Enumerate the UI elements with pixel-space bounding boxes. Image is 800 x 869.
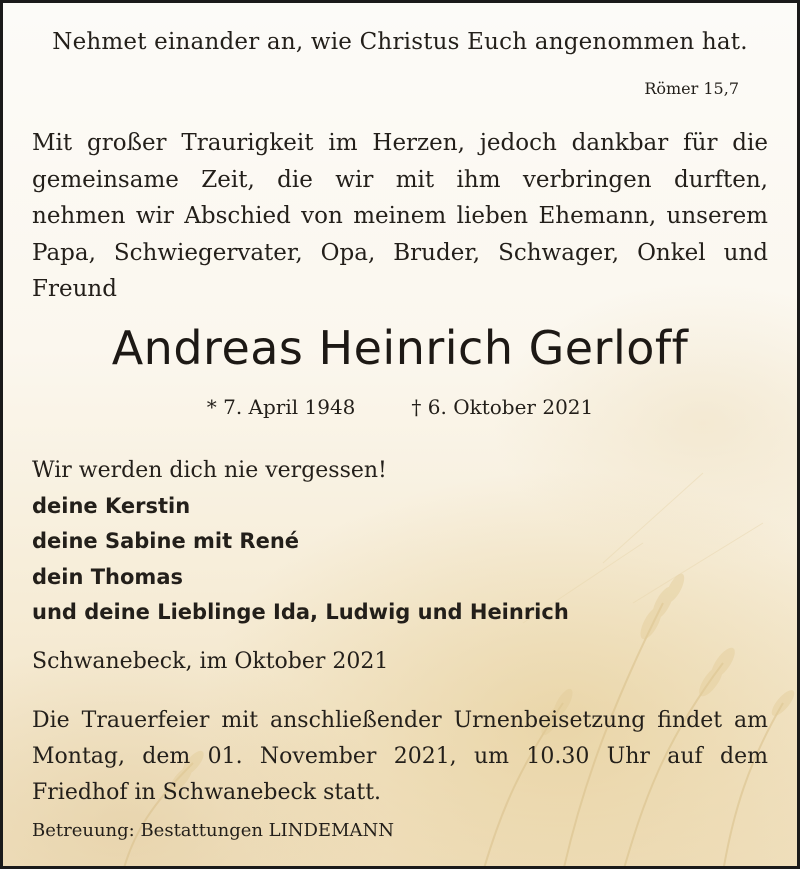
mourner-name: und deine Lieblinge Ida, Ludwig und Heinrich xyxy=(32,600,569,624)
funeral-home-credit: Betreuung: Bestattungen LINDEMANN xyxy=(32,820,394,841)
place-and-date: Schwanebeck, im Oktober 2021 xyxy=(32,649,389,674)
intro-text: Mit großer Traurigkeit im Herzen, jedoch dankbar für die gemeinsame Zeit, die wir mit ihm verbringen durften, nehmen wir Abschied von meinem lieben Ehemann, unserem Papa, Schwiegervater, Opa, Bruder, Schwager, Onkel und Freund xyxy=(32,130,768,302)
deceased-name: Andreas Heinrich Gerloff xyxy=(111,321,689,375)
birth-date: * 7. April 1948 xyxy=(206,395,356,419)
mourner-name: deine Sabine mit René xyxy=(32,529,300,553)
mourners-message: Wir werden dich nie vergessen! xyxy=(32,458,387,483)
death-date: † 6. Oktober 2021 xyxy=(411,395,594,419)
mourners-block xyxy=(32,453,768,631)
life-dates xyxy=(3,395,797,419)
mourner-name: deine Kerstin xyxy=(32,493,191,518)
ceremony-details: Die Trauerfeier mit anschließender Urnenbeisetzung findet am Montag, dem 01. November 2021, um 10.30 Uhr auf dem Friedhof in Schwanebeck statt. xyxy=(32,708,768,805)
bible-verse: Nehmet einander an, wie Christus Euch angenommen hat. xyxy=(52,29,748,55)
mourner-name: dein Thomas xyxy=(32,564,183,589)
bible-verse-reference: Römer 15,7 xyxy=(644,79,739,98)
